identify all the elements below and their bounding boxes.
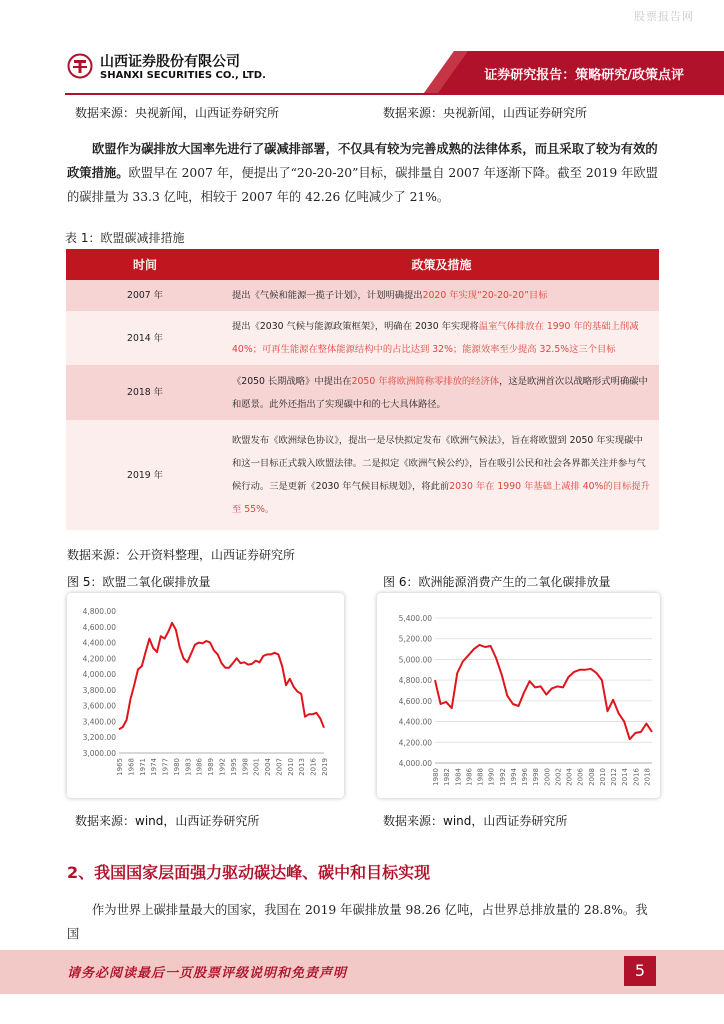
x-tick-label: 2004 [264, 758, 273, 776]
table-row [66, 365, 659, 420]
x-tick-label: 2002 [554, 768, 563, 786]
series-line [119, 623, 324, 730]
row-policy: 提出《气候和能源一揽子计划》，计划明确提出2020 年实现“20-20-20”目标 [224, 280, 659, 311]
y-tick-label: 5,000.00 [398, 655, 432, 665]
y-tick-label: 4,400.00 [398, 717, 432, 727]
y-tick-label: 4,000.00 [82, 670, 116, 680]
page-number: 5 [624, 956, 656, 986]
fig5-title: 图 5：欧盟二氧化碳排放量 [67, 575, 211, 589]
y-tick-label: 5,200.00 [398, 634, 432, 644]
x-tick-label: 1996 [521, 768, 530, 786]
table-row [66, 280, 659, 311]
x-tick-label: 1974 [150, 758, 159, 776]
x-tick-label: 1994 [509, 768, 518, 786]
y-tick-label: 4,600.00 [82, 622, 116, 632]
x-tick-label: 1983 [184, 758, 193, 776]
report-type: 证券研究报告：策略研究/政策点评 [484, 68, 684, 83]
y-tick-label: 4,800.00 [82, 607, 116, 616]
header-policy: 政策及措施 [224, 249, 659, 280]
x-tick-label: 1984 [454, 768, 463, 786]
x-tick-label: 2004 [565, 768, 574, 786]
x-tick-label: 2006 [576, 768, 585, 786]
disclaimer-note: 请务必阅读最后一页股票评级说明和免责声明 [67, 966, 348, 981]
table-row [66, 311, 659, 365]
paragraph-eu-rest: 欧盟早在 2007 年，便提出了“20-20-20”目标，碳排量自 2007 年逐渐下降。截至 2019 年欧盟的碳排量为 33.3 亿吨，相较于 2007 年的 42.26 亿吨减少了 21%。 [67, 166, 658, 204]
section-paragraph: 作为世界上碳排量最大的国家，我国在 2019 年碳排放量 98.26 亿吨，占世界总排放量的 28.8%。我国 [67, 903, 648, 941]
x-tick-label: 1971 [138, 758, 147, 776]
x-tick-label: 1995 [229, 758, 238, 776]
table-source: 数据来源：公开资料整理，山西证券研究所 [67, 548, 296, 562]
row-year: 2014 年 [66, 311, 224, 365]
y-tick-label: 3,800.00 [82, 685, 116, 695]
x-tick-label: 2018 [643, 768, 652, 786]
x-tick-label: 2001 [252, 758, 261, 776]
x-tick-label: 1992 [218, 758, 227, 776]
x-tick-label: 2000 [543, 768, 552, 786]
x-tick-label: 1965 [116, 758, 124, 776]
x-tick-label: 1992 [498, 768, 507, 786]
y-tick-label: 3,000.00 [82, 749, 116, 758]
x-tick-label: 1968 [127, 758, 136, 776]
y-tick-label: 4,400.00 [82, 638, 116, 648]
x-tick-label: 1998 [241, 758, 250, 776]
x-tick-label: 1980 [432, 768, 440, 786]
row-year: 2019 年 [66, 420, 224, 530]
fig6-source: 数据来源：wind，山西证券研究所 [383, 814, 568, 828]
fig5-chart [67, 593, 344, 798]
header-time: 时间 [66, 249, 224, 280]
y-tick-label: 4,200.00 [398, 738, 432, 748]
row-policy: 欧盟发布《欧洲绿色协议》，提出一是尽快拟定发布《欧洲气候法》，旨在将欧盟到 2050 年实现碳中和这一目标正式载入欧盟法律。二是拟定《欧洲气候公约》，旨在吸引公民和社会各界都关注并参与气候行动。三是更新《2030 年气候目标规划》，将此前2030 年在 1990 年基础上减排 40%的目标提升至 55%。 [224, 420, 659, 530]
x-tick-label: 1990 [487, 768, 496, 786]
fig6-chart [377, 593, 660, 798]
paragraph-eu [67, 137, 659, 209]
paragraph-eu-lead: 欧盟作为碳排放大国率先进行了碳减排部署，不仅具有较为完善成熟的法律体系，而且采取了较为有效的政策措施。 [67, 141, 658, 180]
x-tick-label: 1980 [172, 758, 181, 776]
fig5-source: 数据来源：wind，山西证券研究所 [75, 814, 260, 828]
y-tick-label: 4,000.00 [398, 759, 432, 768]
fig5-chart-box [67, 593, 344, 798]
y-tick-label: 3,200.00 [82, 733, 116, 743]
table-header-row [66, 249, 659, 280]
table-row [66, 420, 659, 530]
fig6-chart-box [377, 593, 660, 798]
y-tick-label: 4,800.00 [398, 676, 432, 686]
x-tick-label: 2010 [598, 768, 607, 786]
header-divider [65, 93, 724, 95]
table-caption: 表 1：欧盟碳减排措施 [65, 231, 185, 245]
x-tick-label: 1986 [195, 758, 204, 776]
y-tick-label: 5,400.00 [398, 614, 432, 623]
x-tick-label: 2007 [275, 758, 284, 776]
x-tick-label: 2019 [321, 758, 329, 776]
x-tick-label: 1989 [207, 758, 216, 776]
x-tick-label: 2016 [632, 768, 641, 786]
source-right: 数据来源：央视新闻，山西证券研究所 [383, 106, 588, 120]
company-name-cn: 山西证券股份有限公司 [100, 54, 240, 70]
x-tick-label: 2014 [621, 768, 630, 786]
y-tick-label: 4,200.00 [82, 654, 116, 664]
row-year: 2018 年 [66, 365, 224, 420]
y-tick-label: 3,400.00 [82, 717, 116, 727]
row-policy: 提出《2030 气候与能源政策框架》，明确在 2030 年实现将温室气体排放在 1990 年的基础上削减 40%；可再生能源在整体能源结构中的占比达到 32%；能源效率至少提高 32.5%这三个目标 [224, 311, 659, 365]
x-tick-label: 1988 [476, 768, 485, 786]
fig6-title: 图 6：欧洲能源消费产生的二氧化碳排放量 [383, 575, 611, 589]
x-tick-label: 2016 [309, 758, 318, 776]
x-tick-label: 1982 [443, 768, 452, 786]
row-policy: 《2050 长期战略》中提出在2050 年将欧洲简称零排放的经济体，这是欧洲首次以战略形式明确碳中和愿景。此外还指出了实现碳中和的七大具体路径。 [224, 365, 659, 420]
x-tick-label: 2008 [587, 768, 596, 786]
source-left: 数据来源：央视新闻，山西证券研究所 [75, 106, 280, 120]
x-tick-label: 2012 [610, 768, 619, 786]
x-tick-label: 1977 [161, 758, 170, 776]
x-tick-label: 2013 [298, 758, 307, 776]
x-tick-label: 1986 [465, 768, 474, 786]
y-tick-label: 4,600.00 [398, 696, 432, 706]
company-name-en: SHANXI SECURITIES CO., LTD. [100, 70, 266, 81]
row-year: 2007 年 [66, 280, 224, 311]
eu-measures-table [66, 249, 659, 530]
y-tick-label: 3,600.00 [82, 701, 116, 711]
watermark: 股票报告网 [634, 10, 694, 23]
section-title: 2、我国国家层面强力驱动碳达峰、碳中和目标实现 [67, 863, 431, 882]
x-tick-label: 1998 [532, 768, 541, 786]
x-tick-label: 2010 [286, 758, 295, 776]
company-logo-icon [67, 53, 93, 79]
